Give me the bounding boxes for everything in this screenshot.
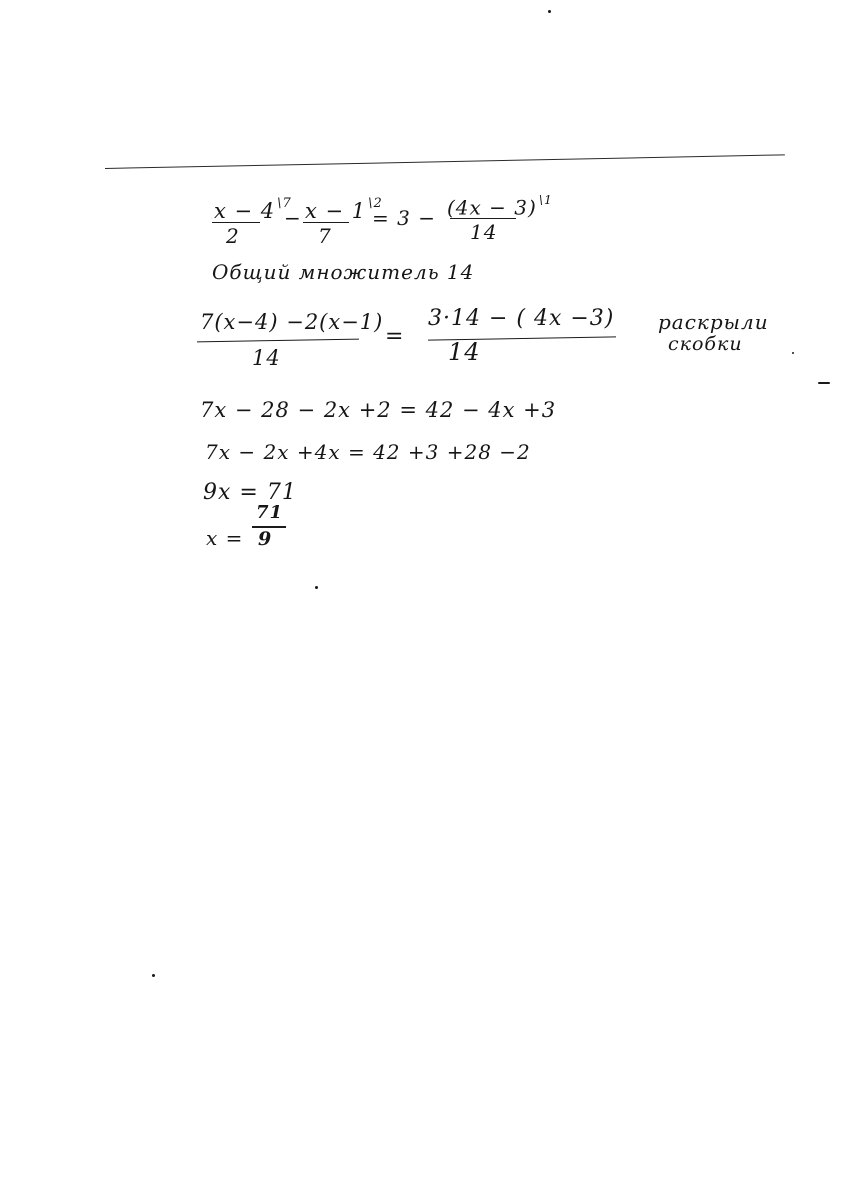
term2-multiplier: \2 xyxy=(368,196,383,211)
fraction-equals: = xyxy=(385,324,405,349)
answer-numerator: 71 xyxy=(256,502,284,523)
horizontal-rule xyxy=(105,154,785,169)
side-note-line2: скобки xyxy=(668,333,743,355)
left-fraction-denominator: 14 xyxy=(252,346,281,370)
term3-numerator: (4x − 3) $^{\backslash 1}$ xyxy=(447,192,553,220)
term3-fraction-bar xyxy=(450,218,516,219)
term3-multiplier: \1 xyxy=(538,192,553,207)
term1-multiplier: \7 xyxy=(277,196,292,211)
term1-numerator: x − 4 $^{\backslash 7}$ xyxy=(214,196,292,224)
scan-speck xyxy=(152,974,155,977)
scan-speck xyxy=(315,586,318,589)
term2-numerator: x − 1 $^{\backslash 2}$ xyxy=(305,196,383,224)
answer-denominator: 9 xyxy=(258,528,273,550)
equation-rhs-start: = 3 − xyxy=(372,206,436,230)
solution-line-2: 7x − 2x +4x = 42 +3 +28 −2 xyxy=(205,440,531,464)
scan-speck xyxy=(548,10,551,13)
scan-speck xyxy=(818,382,830,384)
right-fraction-numerator: 3·14 − ( 4x −3) xyxy=(428,306,615,331)
term2-fraction-bar xyxy=(303,222,349,223)
solution-line-3: 9x = 71 xyxy=(203,480,297,505)
right-fraction-denominator: 14 xyxy=(448,338,481,366)
minus-sign: − xyxy=(284,206,302,230)
left-fraction-numerator: 7(x−4) −2(x−1) xyxy=(200,310,384,334)
left-fraction-bar xyxy=(197,339,359,343)
side-note-line1: раскрыли xyxy=(658,310,769,334)
scan-speck xyxy=(792,352,794,354)
solution-line-1: 7x − 28 − 2x +2 = 42 − 4x +3 xyxy=(200,398,557,422)
term1-fraction-bar xyxy=(212,222,260,223)
term3-denominator: 14 xyxy=(470,220,498,244)
term1-denominator: 2 xyxy=(226,224,240,248)
term2-denominator: 7 xyxy=(318,224,332,248)
common-factor-text: Общий множитель 14 xyxy=(212,260,475,284)
answer-lhs: x = xyxy=(206,526,244,550)
